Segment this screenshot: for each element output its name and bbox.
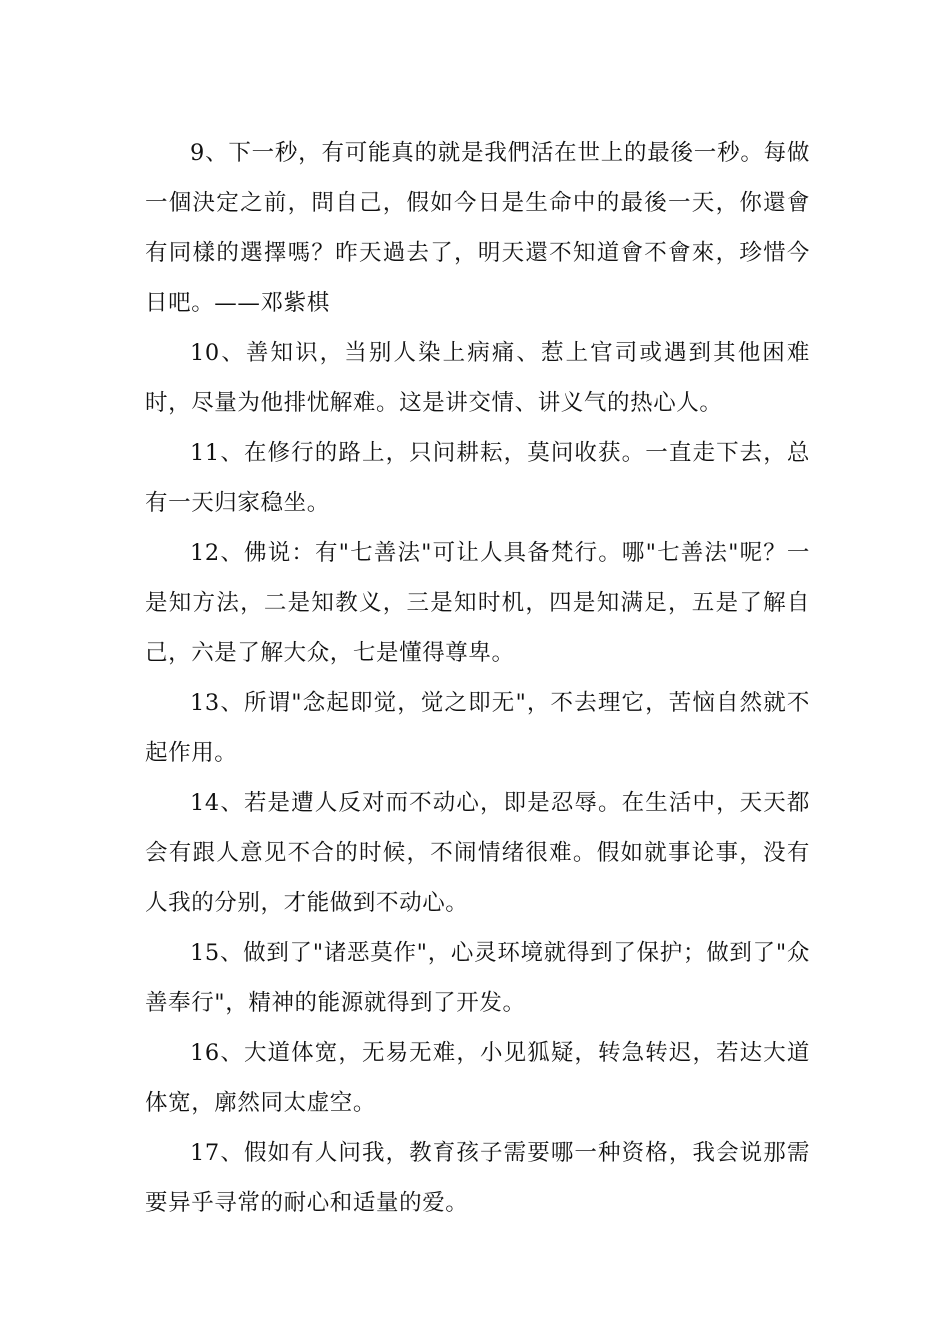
- paragraph-15: 15、做到了"诸恶莫作"，心灵环境就得到了保护；做到了"众善奉行"，精神的能源就得到了开发。: [145, 940, 810, 1016]
- paragraph-12: 12、佛说：有"七善法"可让人具备梵行。哪"七善法"呢？一是知方法，二是知教义，三是知时机，四是知满足，五是了解自己，六是了解大众，七是懂得尊卑。: [145, 540, 810, 666]
- paragraph-11: 11、在修行的路上，只问耕耘，莫问收获。一直走下去，总有一天归家稳坐。: [145, 440, 810, 516]
- paragraph-14: 14、若是遭人反对而不动心，即是忍辱。在生活中，天天都会有跟人意见不合的时候，不闹情绪很难。假如就事论事，没有人我的分别，才能做到不动心。: [145, 790, 810, 916]
- paragraph-16: 16、大道体宽，无易无难，小见狐疑，转急转迟，若达大道体宽，廓然同太虚空。: [145, 1040, 810, 1116]
- paragraph-13: 13、所谓"念起即觉，觉之即无"，不去理它，苦恼自然就不起作用。: [145, 690, 810, 766]
- paragraph-10: 10、善知识，当别人染上病痛、惹上官司或遇到其他困难时，尽量为他排忧解难。这是讲交情、讲义气的热心人。: [145, 340, 810, 416]
- paragraph-17: 17、假如有人问我，教育孩子需要哪一种资格，我会说那需要异乎寻常的耐心和适量的爱。: [145, 1140, 810, 1216]
- paragraph-9: 9、下一秒，有可能真的就是我們活在世上的最後一秒。每做一個決定之前，問自己，假如今日是生命中的最後一天，你還會有同樣的選擇嗎？昨天過去了，明天還不知道會不會來，珍惜今日吧。——邓紫棋: [145, 140, 810, 316]
- document-body: [145, 128, 810, 1228]
